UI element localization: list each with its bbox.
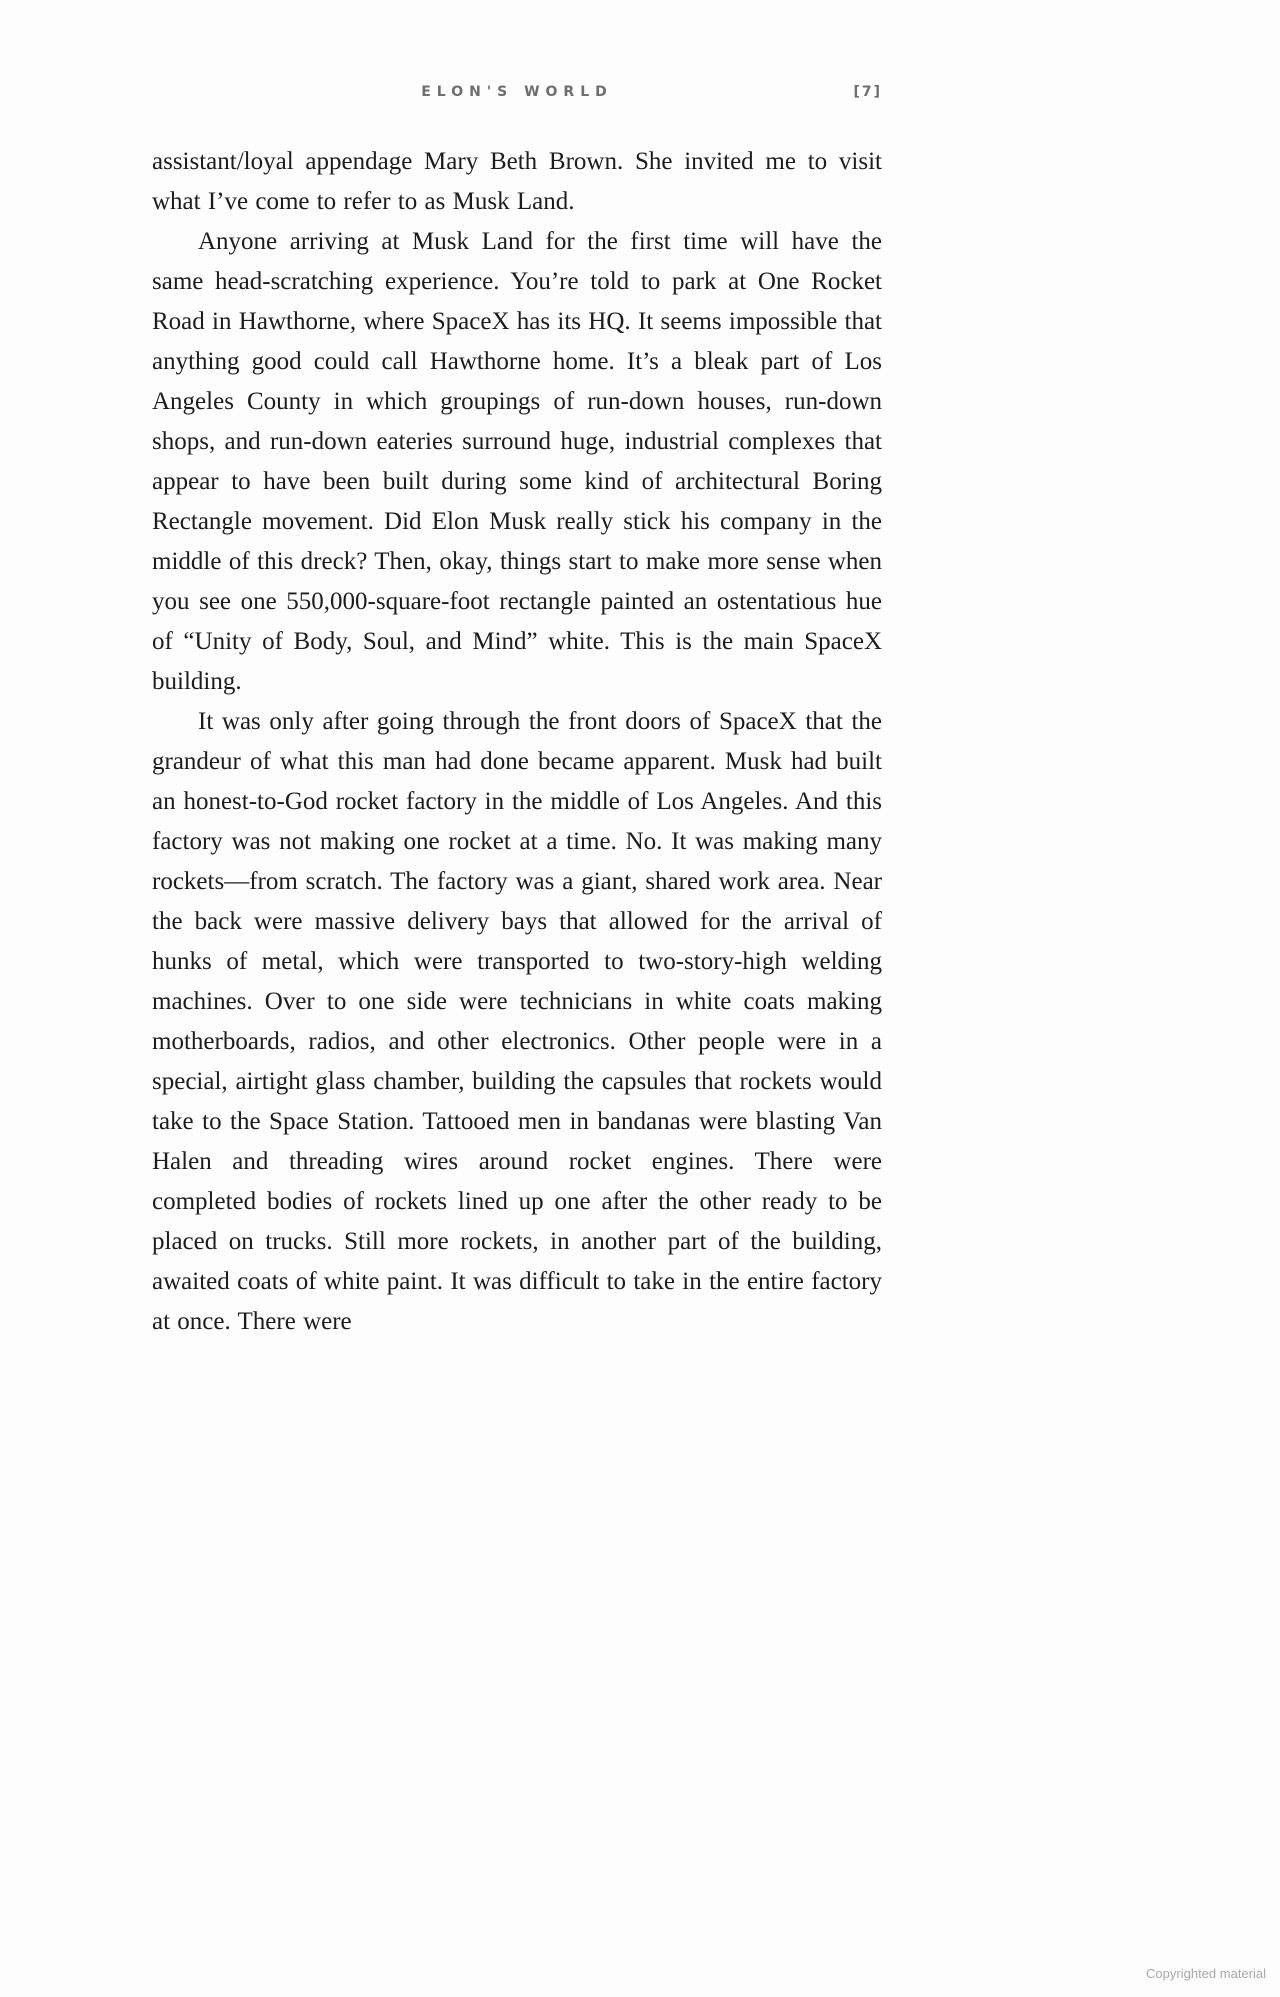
page-number: [7]: [853, 84, 882, 100]
running-title: ELON'S WORLD: [421, 84, 613, 100]
page-header: [152, 84, 882, 110]
paragraph-continuation: assistant/loyal appendage Mary Beth Brown. She invited me to visit what I’ve come to refer to as Musk Land.: [152, 148, 882, 215]
paragraph: Anyone arriving at Musk Land for the first time will have the same head-scratching experience. You’re told to park at One Rocket Road in Hawthorne, where SpaceX has its HQ. It seems impossible that anything good could call Hawthorne home. It’s a bleak part of Los Angeles County in which groupings of run-down houses, run-down shops, and run-down eateries surround huge, industrial complexes that appear to have been built during some kind of architectural Boring Rectangle movement. Did Elon Musk really stick his company in the middle of this dreck? Then, okay, things start to make more sense when you see one 550,000-square-foot rectangle painted an ostentatious hue of “Unity of Body, Soul, and Mind” white. This is the main SpaceX building.: [152, 228, 882, 695]
paragraph: It was only after going through the front doors of SpaceX that the grandeur of what this man had done became apparent. Musk had built an honest-to-God rocket factory in the middle of Los Angeles. And this factory was not making one rocket at a time. No. It was making many rockets—from scratch. The factory was a giant, shared work area. Near the back were massive delivery bays that allowed for the arrival of hunks of metal, which were transported to two-story-high welding machines. Over to one side were technicians in white coats making motherboards, radios, and other electronics. Other people were in a special, airtight glass chamber, building the capsules that rockets would take to the Space Station. Tattooed men in bandanas were blasting Van Halen and threading wires around rocket engines. There were completed bodies of rockets lined up one after the other ready to be placed on trucks. Still more rockets, in another part of the building, awaited coats of white paint. It was difficult to take in the entire factory at once. There were: [152, 708, 882, 1335]
copyright-notice: Copyrighted material: [1146, 1966, 1266, 1981]
page-body: [152, 142, 882, 1342]
